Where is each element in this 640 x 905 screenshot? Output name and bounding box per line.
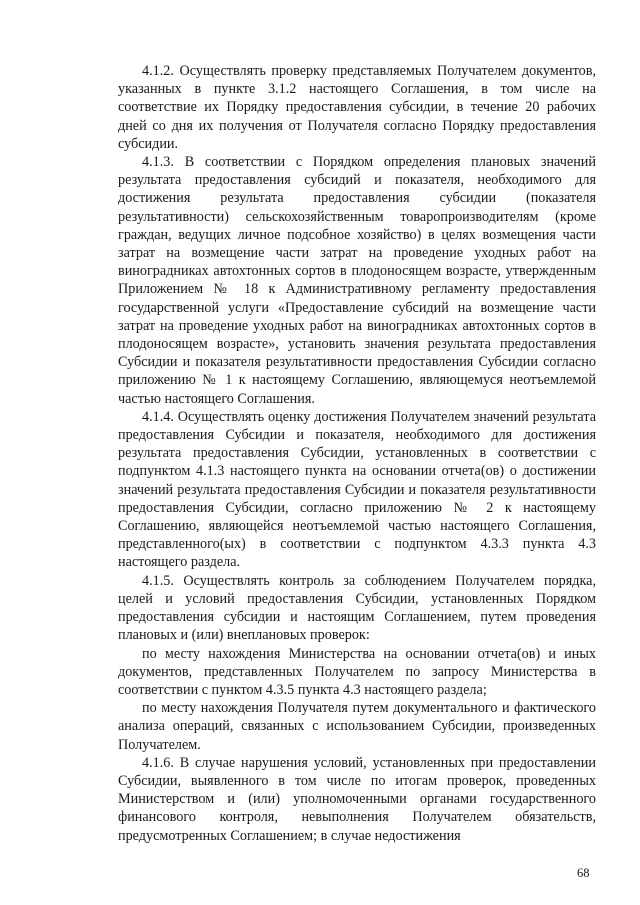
document-page bbox=[118, 62, 596, 845]
paragraph-4-1-5-item-recipient: по месту нахождения Получателя путем документального и фактического анализа операций, связанных с использованием Субсидии, произведенных Получателем. bbox=[118, 700, 596, 753]
page-number: 68 bbox=[577, 866, 590, 880]
paragraph-4-1-5-item-ministry: по месту нахождения Министерства на основании отчета(ов) и иных документов, представленных Получателем по запросу Министерства в соответствии с пунктом 4.3.5 пункта 4.3 настоящего раздела; bbox=[118, 645, 596, 698]
paragraph-4-1-2: 4.1.2. Осуществлять проверку представляемых Получателем документов, указанных в пункте 3.1.2 настоящего Соглашения, в том числе на соответствие их Порядку предоставления субсидии, в течение 20 рабочих дней со дня их получения от Получателя согласно Порядку предоставления субсидии. bbox=[118, 63, 596, 152]
paragraph-4-1-4: 4.1.4. Осуществлять оценку достижения Получателем значений результата предоставления Субсидии и показателя, необходимого для достижения результата предоставления Субсидии, установленных в соответствии с подпунктом 4.1.3 настоящего пункта на основании отчета(ов) о достижении значений результата предоставления Субсидии и показателя результативности предоставления Субсидии, согласно приложению № 2 к настоящему Соглашению, являющейся неотъемлемой частью настоящего Соглашения, представленного(ых) в соответствии с подпунктом 4.3.3 пункта 4.3 настоящего раздела. bbox=[118, 408, 596, 571]
paragraph-4-1-3: 4.1.3. В соответствии с Порядком определения плановых значений результата предоставления субсидий и показателя, необходимого для достижения результата предоставления субсидии (показателя результативности) сельскохозяйственным товаропроизводителям (кроме граждан, ведущих личное подсобное хозяйство) в целях возмещения части затрат на возмещение части затрат на проведение уходных работ на виноградниках автохтонных сортов в плодоносящем возрасте, утвержденным Приложением № 18 к Административному регламенту предоставления государственной услуги «Предоставление субсидий на возмещение части затрат на проведение уходных работ на виноградниках автохтонных сортов в плодоносящем возрасте», установить значения результата предоставления Субсидии и показателя результативности предоставления Субсидии согласно приложению № 1 к настоящему Соглашению, являющемуся неотъемлемой частью настоящего Соглашения. bbox=[118, 154, 596, 407]
paragraph-4-1-6: 4.1.6. В случае нарушения условий, установленных при предоставлении Субсидии, выявленного в том числе по итогам проверок, проведенных Министерством и (или) уполномоченными органами государственного финансового контроля, невыполнения Получателем обязательств, предусмотренных Соглашением; в случае недостижения bbox=[118, 754, 596, 844]
paragraph-4-1-5: 4.1.5. Осуществлять контроль за соблюдением Получателем порядка, целей и условий предоставления Субсидии, установленных Порядком предоставления субсидии и настоящим Соглашением, путем проведения плановых и (или) внеплановых проверок: bbox=[118, 572, 596, 644]
